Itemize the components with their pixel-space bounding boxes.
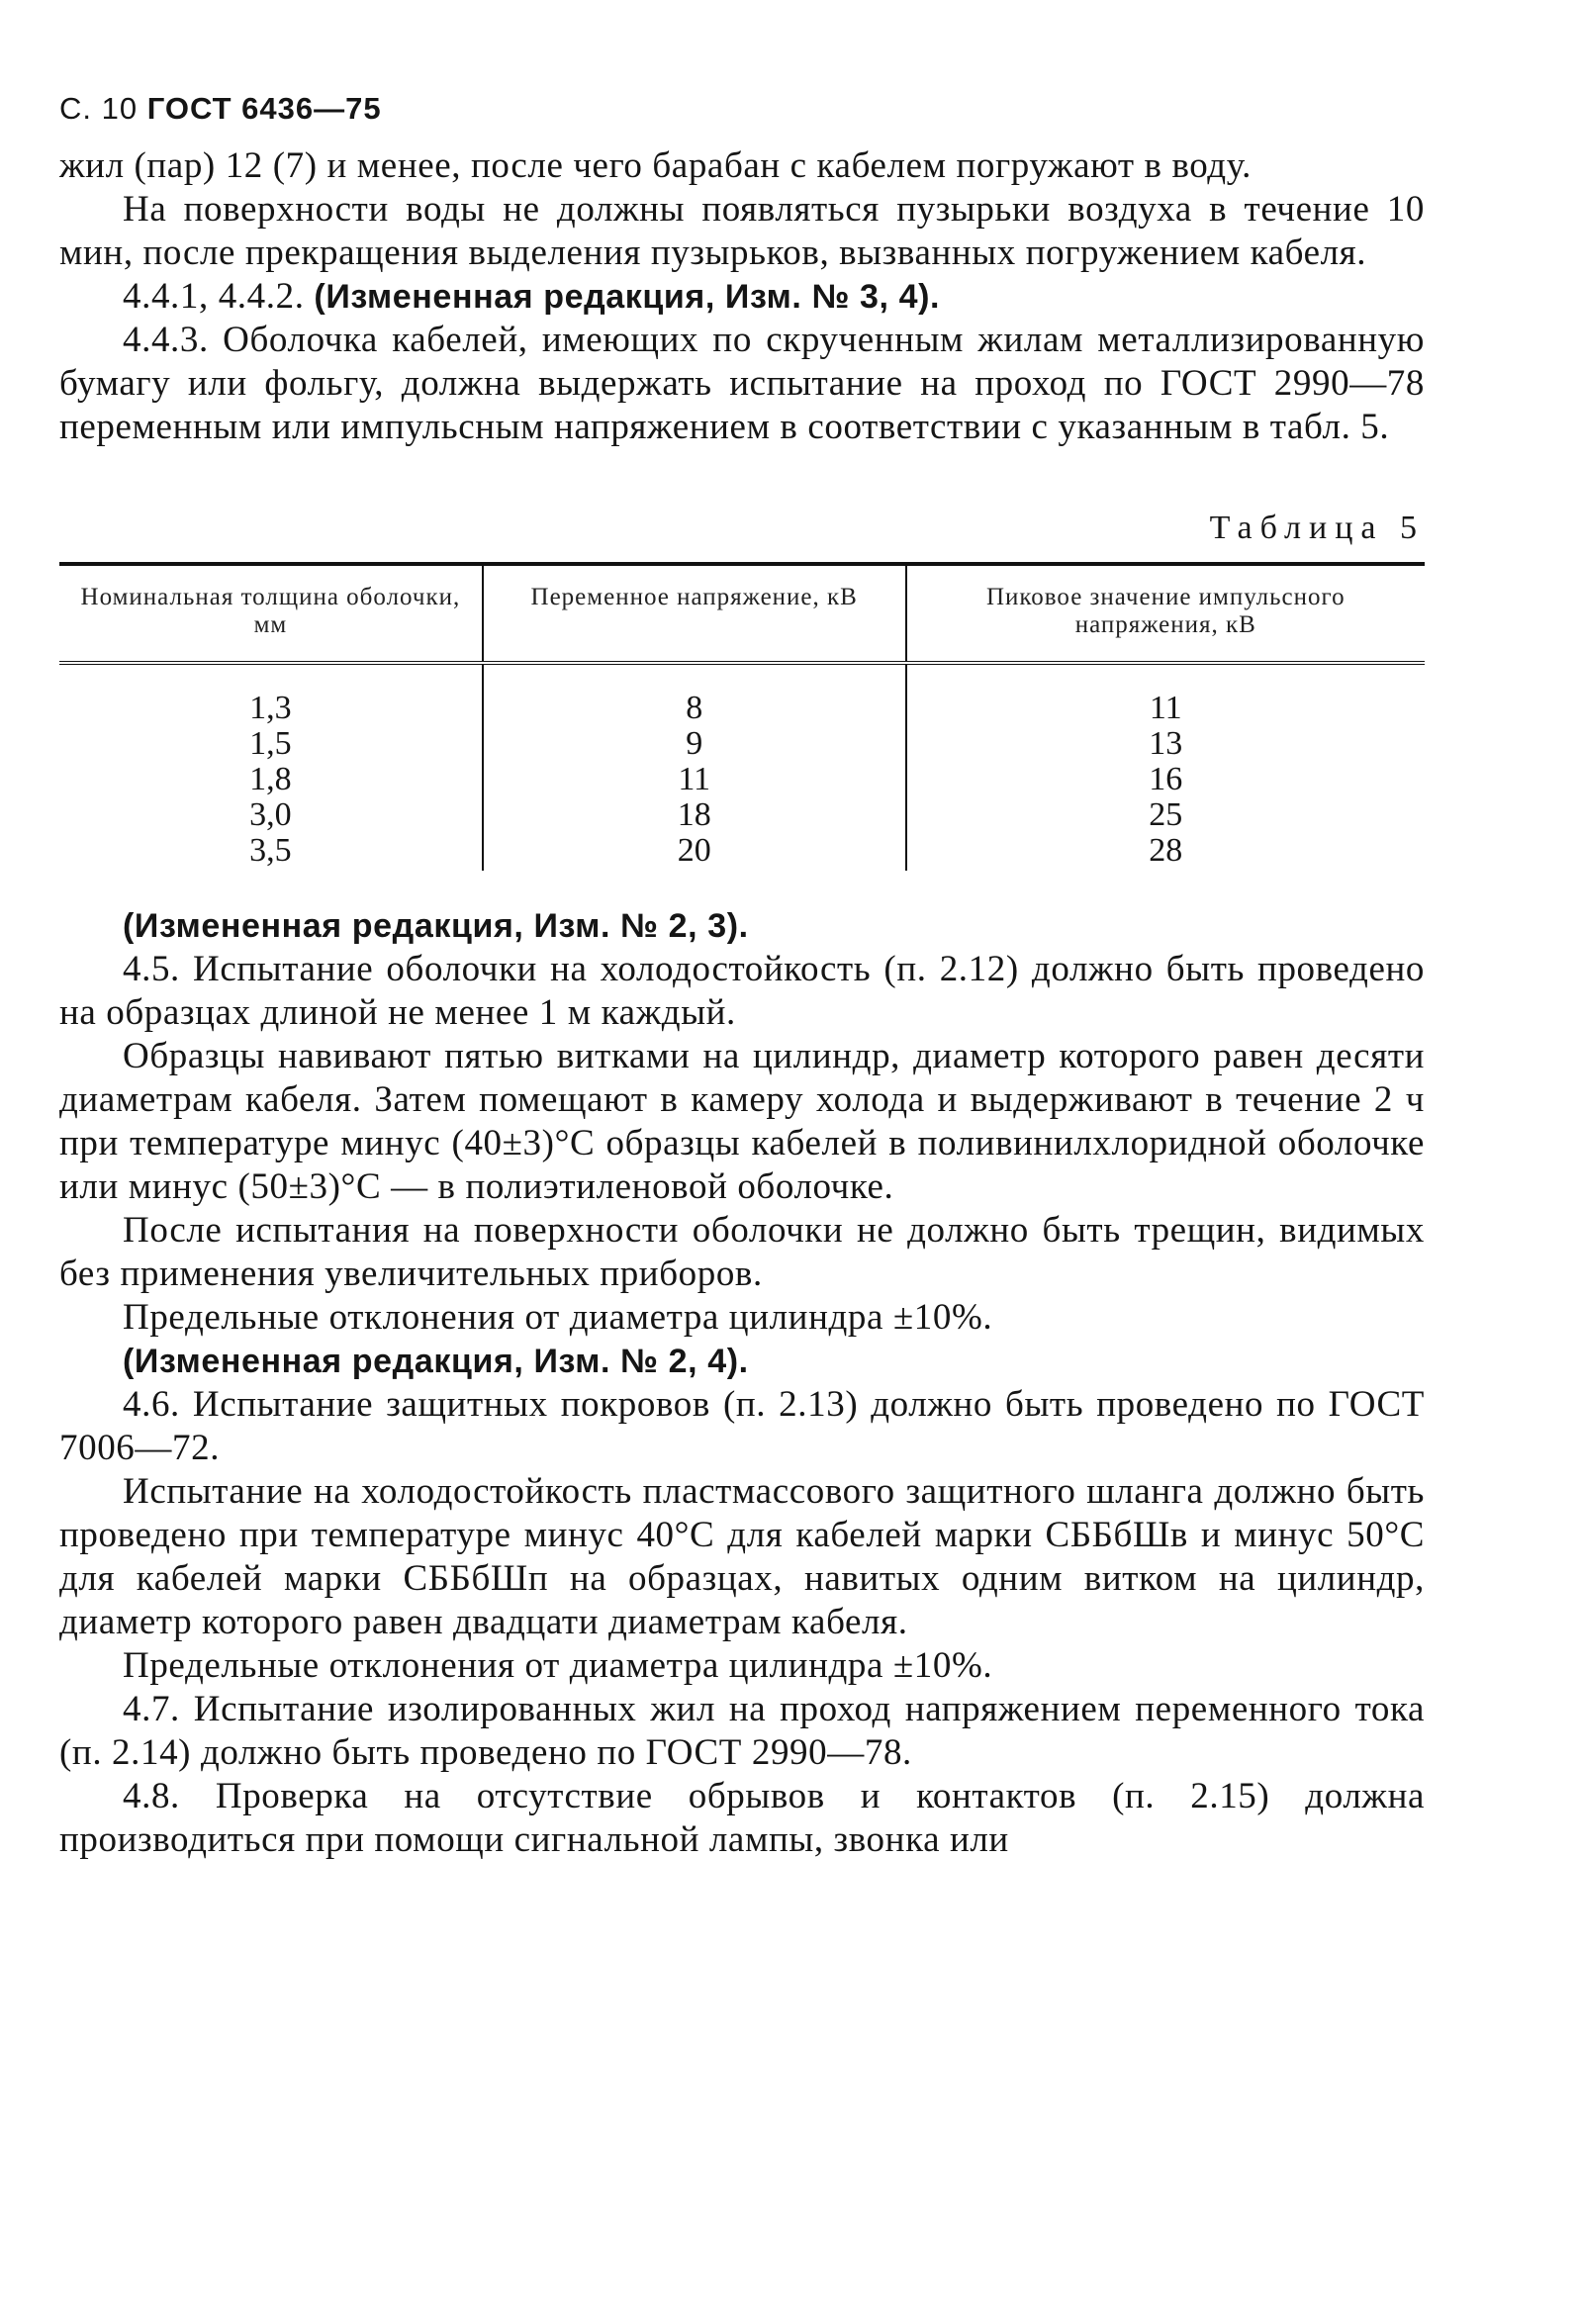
- table-cell: 20: [483, 833, 906, 871]
- amendment-note: (Измененная редакция, Изм. № 2, 3).: [123, 907, 749, 945]
- paragraph: 4.4.3. Оболочка кабелей, имеющих по скрученным жилам металлизированную бумагу или фольгу, должна выдержать испытание на проход по ГОСТ 2990—78 переменным или импульсным напряжением в соответствии с указанным в табл. 5.: [59, 320, 1425, 447]
- paragraph: 4.8. Проверка на отсутствие обрывов и контактов (п. 2.15) должна производиться при помощи сигнальной лампы, звонка или: [59, 1776, 1425, 1860]
- page-header: [59, 89, 1425, 129]
- table-cell: 11: [483, 762, 906, 797]
- clause-ref: 4.4.1, 4.4.2.: [123, 276, 305, 317]
- paragraph: жил (пар) 12 (7) и менее, после чего барабан с кабелем погружают в воду.: [59, 145, 1252, 186]
- table-caption: Таблица 5: [1209, 510, 1425, 546]
- table-row: [59, 797, 1425, 833]
- column-header-thickness: Номинальная толщина оболочки, мм: [59, 564, 483, 663]
- column-header-impulse-voltage: Пиковое значение импульсного напряжения, кВ: [906, 564, 1425, 663]
- table-cell: 18: [483, 797, 906, 833]
- amendment-note: [59, 275, 1425, 319]
- paragraph: Испытание на холодостойкость пластмассового защитного шланга должно быть проведено при температуре минус 40°С для кабелей марки СББбШв и минус 50°С для кабелей марки СББбШп на образцах, навитых одним витком на цилиндр, диаметр которого равен двадцати диаметрам кабеля.: [59, 1471, 1425, 1642]
- table-row: [59, 726, 1425, 762]
- amendment-text: (Измененная редакция, Изм. № 3, 4).: [314, 278, 941, 316]
- table-5: [59, 562, 1425, 871]
- paragraph: 4.7. Испытание изолированных жил на проход напряжением переменного тока (п. 2.14) должно быть проведено по ГОСТ 2990—78.: [59, 1689, 1425, 1773]
- table-cell: 1,3: [249, 690, 292, 726]
- column-header-ac-voltage: Переменное напряжение, кВ: [483, 564, 906, 663]
- table-row: [59, 833, 1425, 871]
- paragraph: Предельные отклонения от диаметра цилиндра ±10%.: [123, 1645, 993, 1686]
- table-row: [59, 663, 1425, 726]
- table-cell: 1,5: [249, 725, 292, 762]
- paragraph: На поверхности воды не должны появляться пузырьки воздуха в течение 10 мин, после прекращения выделения пузырьков, вызванных погружением кабеля.: [59, 189, 1425, 273]
- standard-number: ГОСТ 6436—75: [146, 91, 382, 126]
- paragraph: После испытания на поверхности оболочки не должно быть трещин, видимых без применения увеличительных приборов.: [59, 1210, 1425, 1294]
- table-cell: 9: [483, 726, 906, 762]
- table-row: [59, 762, 1425, 797]
- amendment-note: (Измененная редакция, Изм. № 2, 4).: [123, 1343, 749, 1380]
- table-cell: 3,5: [249, 832, 292, 869]
- paragraph: 4.5. Испытание оболочки на холодостойкость (п. 2.12) должно быть проведено на образцах длиной не менее 1 м каждый.: [59, 949, 1425, 1033]
- page-number: С. 10: [59, 91, 139, 126]
- paragraph: Образцы навивают пятью витками на цилиндр, диаметр которого равен десяти диаметрам кабеля. Затем помещают в камеру холода и выдерживают в течение 2 ч при температуре минус (40±3)°С образцы кабелей в поливинилхлоридной оболочке или минус (50±3)°С — в полиэтиленовой оболочке.: [59, 1036, 1425, 1207]
- table-cell: 11: [906, 663, 1425, 726]
- table-cell: 25: [906, 797, 1425, 833]
- table-header-row: [59, 564, 1425, 663]
- table-cell: 13: [906, 726, 1425, 762]
- table-cell: 16: [906, 762, 1425, 797]
- table-cell: 3,0: [249, 796, 292, 833]
- paragraph: Предельные отклонения от диаметра цилиндра ±10%.: [123, 1297, 993, 1338]
- table-cell: 8: [483, 663, 906, 726]
- paragraph: 4.6. Испытание защитных покровов (п. 2.13) должно быть проведено по ГОСТ 7006—72.: [59, 1384, 1425, 1468]
- text-after-table: [59, 904, 1425, 1862]
- table-cell: 1,8: [249, 761, 292, 797]
- document-page: [59, 89, 1425, 1862]
- table-cell: 28: [906, 833, 1425, 871]
